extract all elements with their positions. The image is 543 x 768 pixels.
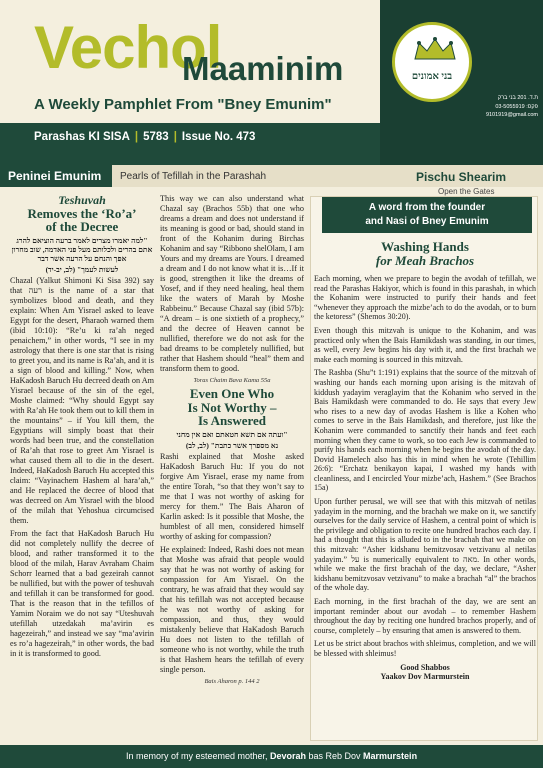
brand-title-part2: Maaminim	[182, 50, 344, 87]
hebrew-quote: "ועתה אם תשא חטאתם ואם אין מחני	[176, 429, 288, 439]
founder-paragraph: The Rashba (Shu”t 1:191) explains that the source of the mitzvah of washing our hands each morning upon arising is the mitzvah of kiddush yadayim veraglayim that the Kohanim who served in the Bais Hamikdash were commanded to do. He says that every Jew who rises to a new day of avodas Hashem is like a Kohen who comes to serve in the Bais Hamikdash, and therefore, just like the Kohanim were commanded to sanctify their hands and feet each morning when they came to work, so too each Jew is commanded to purify his hands each morning when he begins the avodah of the day. Dovid Hamelech also has this in mind when he wrote (Tehillim 26:6): “Erchatz benikayon kapai, I washed my hands with cleanliness, and I encircled Your mizbe’ach, Hashem.” (See Brachos 15a)	[314, 368, 536, 493]
article-paragraph: He explained: Indeed, Rashi does not mean that Moshe was afraid that people would say that he was not worthy of asking for compassion for Am Yisrael. On the contrary, he was afraid that they would say that his tefillah was not accepted because he was not worthy of asking for compassion, and thus, they would mistakenly believe that HaKadosh Baruch Hu does not listen to the tefillah of someone who is not worthy, while the truth is that Hashem hears the tefillah of every single person.	[160, 545, 304, 675]
crown-icon	[413, 37, 457, 61]
article-paragraph: This way we can also understand what Chazal say (Brachos 55b) that one who dreams a dream and does not understand if its meaning is good or bad, should stand in front of the Kohanim during Birchas Kohanim and say “Ribbono shelOlam, I am Yours and my dreams are Yours. I dreamed a dream and I do not know what it is…If it is good, strengthen it like the dreams of Yosef, and if they need healing, heal them like the waters of Marah by Moshe Rabbeinu.” Because Chazal say (ibid 57b): “A dream – is one sixtieth of a prophecy,” and the decree of Heaven cannot be nullified, therefore we do not ask for the bad dreams to be completely nullified, but rather that Hashem should “heal” them and transform them to good.	[160, 194, 304, 373]
article-heading: Is Not Worthy –	[187, 399, 277, 415]
masthead	[0, 0, 543, 165]
parasha-label: Parashas KI SISA	[34, 131, 130, 143]
article-heading: Is Answered	[197, 413, 267, 429]
tagline: A Weekly Pamphlet From "Bney Emunim"	[34, 96, 332, 113]
dedication-text: bas Reb Dov	[306, 751, 364, 761]
founder-paragraph: Each morning, in the first brachah of the day, we are sent an important reminder about our avodah – to remember Hashem throughout the day by reciting one hundred brachos properly, and of course, completely – by ensuring that amen is answered to them.	[314, 597, 536, 635]
contact-line: 03-5055919 :פקס	[495, 103, 538, 110]
article-heading: Teshuvah	[58, 193, 106, 207]
founder-paragraph: Let us be strict about brachos with shleimus, completion, and we will be blessed with shleimus!	[314, 639, 536, 658]
contact-line: ת.ד. 201 בני ברק	[497, 95, 538, 101]
article-paragraph: From the fact that HaKadosh Baruch Hu did not completely nullify the decree of blood, and rather transformed it to the blood of the milah, Harav Avraham Chaim Schorr learned that a bad gezeirah cannot be nullified, but with the power of teshuvah and tefillah it can be transformed for good. That is the reason that in the tefillos of Yamim Noraim we do not say “Uteshuvah utefillah utzedakah ma’avirin es hagezeirah,” and instead we say “ma’avirin es ro’a hagezeirah,” in other words, the bad in it is transformed to good.	[10, 529, 154, 659]
article-heading: Removes the ‘Ro’a’	[27, 205, 137, 221]
banner-line: and Nasi of Bney Emunim	[365, 215, 489, 227]
founder-banner	[322, 197, 532, 233]
organization-logo	[392, 22, 472, 102]
dedication-text: In memory of my esteemed mother,	[125, 751, 270, 761]
article-paragraph: Chazal (Yalkut Shimoni Ki Sisa 392) say that רעה is the name of a star that symbolizes blood and death, and they explain: When Am Yisrael asked to leave Egypt for the desert, Pharaoh warned them (ibid 10:10): “Re’u ki ra’ah neged penaichem,” in other words, “I see in my astrology that there is one star that is rising to greet you, and its name is Ra’ah, and it is a sign of blood and killing.” Now, when HaKadosh Baruch Hu decreed death on Am Yisrael because of the sin of the egel, Moshe claimed: “Why should Egypt say with Ra’ah He took them out to kill them in the mountains” – if You kill them, the Egyptians will simply boast that their words had been true, and the constellation of Ra’ah that rose to greet Am Yisrael is what caused them all to die in the desert. Indeed, HaKadosh Baruch Hu accepted this claim: “Vayinachem Hashem al hara’ah,” and He replaced the decree of blood that was decreed on Am Yisrael with the blood of the milah that Yehoshua circumcised them.	[10, 276, 155, 526]
article-heading: of the Decree	[45, 219, 119, 235]
dedication-name: Devorah	[270, 751, 307, 761]
heading-line: Washing Hands	[381, 239, 469, 254]
article-heading: Even One Who	[189, 385, 275, 401]
right-section-title: Pischu Shearim	[416, 170, 507, 184]
signature-greeting: Good Shabbos	[400, 662, 450, 672]
hebrew-quote: נא מספרך אשר כתבת" (לב, לב)	[185, 440, 279, 450]
founder-paragraph: Even though this mitzvah is unique to the Kohanim, and was practiced only when the Bais Hamikdash was standing, in our times, as well, every Jew begins his day with it, and the first brachah we make each morning is sourced in this mitzvah.	[314, 325, 536, 364]
issue-number: Issue No. 473	[181, 131, 256, 143]
article-paragraph: Rashi explained that Moshe asked HaKadosh Baruch Hu: If you do not forgive Am Yisrael, erase my name from the entire Torah, “so that they won’t say to me that I was not worthy of asking for mercy for them.” The Bais Aharon of Karlin asked: Is it possible that Moshe, the humblest of all men, considered himself worthy of asking for compassion?	[160, 452, 304, 542]
hebrew-quote: לעשות לעמך" (לב, יב-יד)	[45, 265, 119, 275]
heading-line: for Meah Brachos	[375, 252, 475, 268]
founder-heading	[314, 240, 536, 267]
hebrew-quote: "למה יאמרו מצרים לאמר ברעה הוציאם להרג אתם בהרים ולכלותם מעל פני האדמה, שוב מחרון אפך והנחם על הרעה אשר דבר	[11, 235, 153, 264]
issue-info: Parashas KI SISA | 5783 | Issue No. 473	[34, 131, 256, 143]
logo-text: בני אמונים	[411, 71, 453, 82]
year-label: 5783	[143, 131, 169, 143]
founder-paragraph: Each morning, when we prepare to begin the avodah of tefillah, we read the Parashas Hakiyor, which is found in this parashah, in which the Kohanim were instructed to purify their hands and feet “whenever they approach the mizbe’ach to do the avodah, or to burn the ketoress” (Shemos 30:20).	[314, 274, 536, 322]
section-title: Peninei Emunim	[8, 169, 102, 183]
article-source: Toras Chaim Bava Kama 55a	[193, 377, 271, 384]
founder-paragraph: Upon further perusal, we will see that with this mitzvah of netilas yadayim in the morning, and the brachah we make on it, we sanctify ourselves for the daily service of Hashem, a central point of which is the privilege and obligation to recite one hundred brachos each day. I had a thought that this is alluded to in the brachah that we make on this mitzvah: “Asher kidshanu bemitzvosav vetzivanu al netilas yadayim.” על is numerically equivalent to מאה. In other words, while we make the first brachah of the day, we declare, “Asher kidshanu bemitzvosav vetzivanu” to make a brachah “al” the brachos of the whole day.	[314, 497, 536, 593]
brand-title-part1: Vechol	[34, 14, 222, 81]
signature-name: Yaakov Dov Marmurstein	[380, 672, 470, 682]
founder-body	[314, 274, 536, 682]
dedication-surname: Marmurstein	[363, 751, 418, 761]
section-subtitle: Pearls of Tefillah in the Parashah	[120, 171, 267, 182]
article-source: Bais Aharon p. 144 2	[204, 678, 260, 686]
banner-line: A word from the founder	[368, 202, 486, 213]
contact-email[interactable]: 9101919@gmail.com	[485, 112, 538, 119]
contact-info	[478, 94, 538, 120]
right-section-subtitle: Open the Gates	[438, 187, 495, 196]
dedication-footer	[0, 745, 543, 768]
article-column-2	[160, 194, 304, 688]
article-column-1	[10, 194, 154, 662]
